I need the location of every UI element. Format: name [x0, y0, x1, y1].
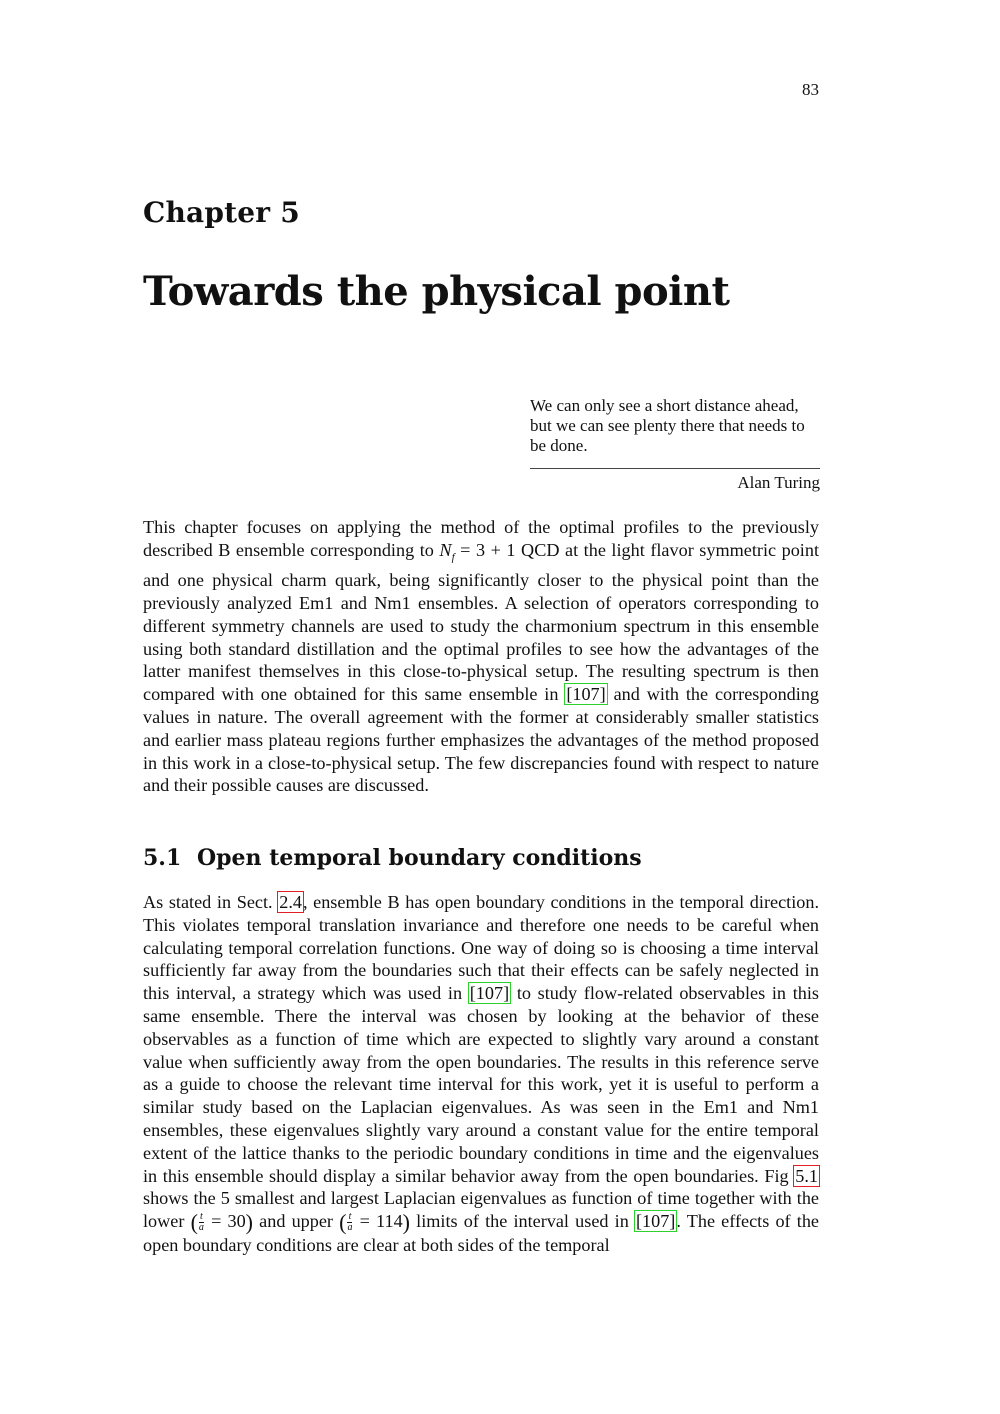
citation-107-link[interactable]: [107] — [566, 684, 606, 705]
section-text-6: limits of the interval used in — [410, 1211, 635, 1232]
fig-5-1-link[interactable]: 5.1 — [795, 1165, 818, 1186]
lower-limit: = 30 — [204, 1211, 246, 1232]
epigraph-quote: We can only see a short distance ahead, but we can see plenty there that needs to be done. — [530, 396, 805, 455]
epigraph-author: Alan Turing — [737, 473, 820, 492]
math-eq: = 3 + 1 — [454, 539, 516, 560]
intro-text-3: and with the corresponding values in nature. The overall agreement with the former at considerably smaller statistics and earlier mass plateau regions further emphasizes the advantages of the method proposed in this work in a close-to-physical setup. The few discrepancies found with respect to nature and their possible causes are discussed. — [143, 684, 820, 796]
section-heading — [143, 845, 642, 871]
section-paragraph: As stated in Sect. 2.4, ensemble B has open boundary conditions in the temporal direction. This violates temporal translation invariance and therefore one needs to be careful when calculating temporal correlation functions. One way of doing so is choosing a time interval sufficiently far away from the boundaries such that their effects can be safely neglected in this interval, a strategy which was used in [107] to study flow-related observables in this same ensemble. There the interval was chosen by looking at the behavior of these observables as a function of time which are expected to slightly vary around a constant value when sufficiently away from the open boundaries. The results in this reference serve as a guide to choose the relevant time interval for this work, yet it is useful to perform a similar study based on the Laplacian eigenvalues. As was seen in the Em1 and Nm1 ensembles, these eigenvalues slightly vary around a constant value for the entire temporal extent of the lattice thanks to the periodic boundary conditions in time and the eigenvalues in this ensemble should display a similar behavior away from the open boundaries. Fig 5.1 shows the 5 smallest and largest Laplacian eigenvalues as function of time together with the lower ( $\frac{t}{a}$ = 30) and upper ( $\frac{t}{a}$ = 114) limits of the interval used in [107]. The effects of the open boundary conditions are clear at both sides of the temporal — [143, 892, 819, 1256]
section-title: Open temporal boundary conditions — [197, 845, 642, 871]
citation-107-link[interactable]: [107] — [469, 983, 510, 1004]
fraction-t-over-a: $\frac{t}{a}$ — [198, 1211, 204, 1234]
upper-limit: = 114 — [353, 1211, 403, 1232]
epigraph-divider — [530, 468, 820, 469]
section-text-1: As stated in Sect. — [143, 892, 279, 912]
section-text-3: to study flow-related observables in this same ensemble. There the interval was chosen by looking at the behavior of these observables as a function of time which are expected to slightly vary around a constant value when sufficiently away from the open boundaries. The results in this reference serve as a guide to choose the relevant time interval for this work, yet it is useful to perform a similar study based on the Laplacian eigenvalues. As was seen in the Em1 and Nm1 ensembles, these eigenvalues slightly vary around a constant value for the entire temporal extent of the lattice thanks to the periodic boundary conditions in time and the eigenvalues in this ensemble should display a similar behavior away from the open boundaries. Fig — [143, 983, 819, 1186]
page-number: 83 — [802, 80, 819, 99]
intro-text-2: QCD at the light flavor symmetric point and one physical charm quark, being significantly closer to the physical point than the previously analyzed Em1 and Nm1 ensembles. A selection of operators corresponding to different symmetry channels are used to study the charmonium spectrum in this ensemble using both standard distillation and the optimal profiles to see how the advantages of the latter manifest themselves in this close-to-physical setup. The resulting spectrum is then compared with one obtained for this same ensemble in — [143, 539, 820, 705]
section-number: 5.1 — [143, 845, 182, 871]
chapter-label: Chapter 5 — [143, 196, 300, 229]
intro-text-1: This chapter focuses on applying the method of the optimal profiles to the previously described B ensemble corresponding to — [143, 517, 819, 560]
fraction-t-over-a: $\frac{t}{a}$ — [347, 1211, 353, 1234]
math-nf: $N_f$ — [439, 539, 455, 564]
section-text-5: and upper — [253, 1211, 340, 1232]
epigraph — [530, 396, 820, 493]
section-text-7: . The effects of the open boundary conditions are clear at both sides of the temporal — [143, 1211, 819, 1256]
chapter-title: Towards the physical point — [143, 268, 730, 315]
sect-2-4-link[interactable]: 2.4 — [279, 892, 302, 912]
section-text-4: shows the 5 smallest and largest Laplacian eigenvalues as function of time together with the lower — [143, 1188, 819, 1232]
section-text-2: , ensemble B has open boundary conditions in the temporal direction. This violates temporal translation invariance and therefore one needs to be careful when calculating temporal correlation functions. One way of doing so is choosing a time interval sufficiently far away from the boundaries such that their effects can be safely neglected in this interval, a strategy which was used in — [143, 892, 819, 1004]
citation-107-link[interactable]: [107] — [635, 1211, 676, 1232]
intro-paragraph — [143, 516, 819, 797]
